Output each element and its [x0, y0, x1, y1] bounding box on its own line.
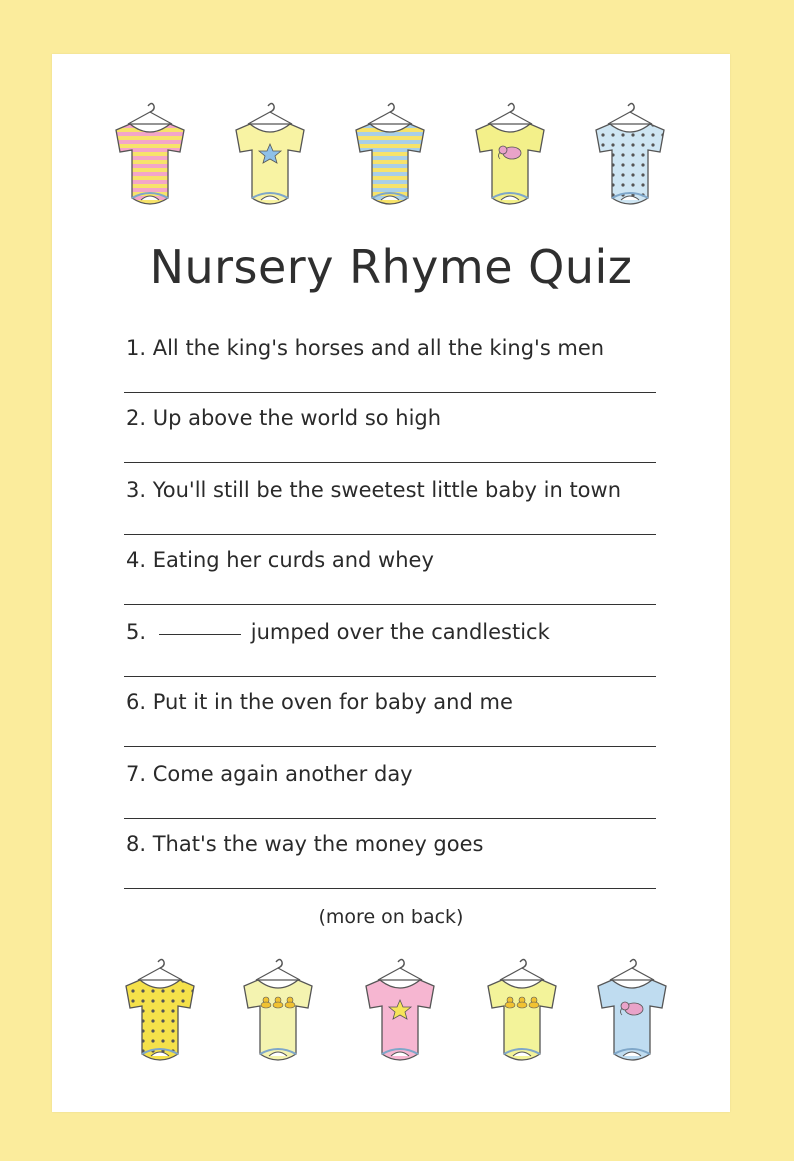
question-text: Eating her curds and whey: [152, 548, 434, 572]
answer-line-3[interactable]: [124, 534, 656, 535]
duck-icon: [505, 997, 539, 1008]
question-5: [126, 620, 666, 644]
question-number: 3.: [126, 478, 147, 502]
question-text: Come again another day: [152, 762, 413, 786]
question-2: [126, 406, 666, 430]
question-text: You'll still be the sweetest little baby in town: [152, 478, 622, 502]
onesie-icon: [590, 956, 674, 1071]
question-number: 6.: [126, 690, 147, 714]
onesie-icon: [480, 956, 564, 1071]
quiz-card: [52, 54, 730, 1112]
onesie-row-bottom: [52, 956, 730, 1071]
question-1: [126, 336, 666, 360]
answer-line-8[interactable]: [124, 888, 656, 889]
more-on-back-note: (more on back): [318, 906, 464, 928]
question-text: Put it in the oven for baby and me: [152, 690, 513, 714]
answer-line-4[interactable]: [124, 604, 656, 605]
duck-icon: [261, 997, 295, 1008]
question-6: [126, 690, 666, 714]
question-text: All the king's horses and all the king's men: [152, 336, 605, 360]
question-text: Up above the world so high: [152, 406, 442, 430]
onesie-icon: [236, 956, 320, 1071]
fill-in-blank[interactable]: [159, 634, 241, 635]
page-title: Nursery Rhyme Quiz: [149, 240, 633, 294]
onesie-icon: [348, 100, 432, 215]
question-number: 4.: [126, 548, 147, 572]
onesie-icon: [108, 100, 192, 215]
question-3: [126, 478, 666, 502]
onesie-icon: [228, 100, 312, 215]
question-number: 2.: [126, 406, 147, 430]
question-number: 8.: [126, 832, 147, 856]
onesie-icon: [118, 956, 202, 1071]
question-8: [126, 832, 666, 856]
question-number: 1.: [126, 336, 147, 360]
answer-line-7[interactable]: [124, 818, 656, 819]
onesie-icon: [358, 956, 442, 1071]
onesie-row-top: [52, 100, 730, 215]
question-7: [126, 762, 666, 786]
question-number: 7.: [126, 762, 147, 786]
answer-line-2[interactable]: [124, 462, 656, 463]
question-text: That's the way the money goes: [152, 832, 484, 856]
answer-line-1[interactable]: [124, 392, 656, 393]
question-text: jumped over the candlestick: [250, 620, 550, 644]
question-4: [126, 548, 666, 572]
onesie-icon: [468, 100, 552, 215]
answer-line-6[interactable]: [124, 746, 656, 747]
onesie-icon: [588, 100, 672, 215]
question-number: 5.: [126, 620, 147, 644]
answer-line-5[interactable]: [124, 676, 656, 677]
